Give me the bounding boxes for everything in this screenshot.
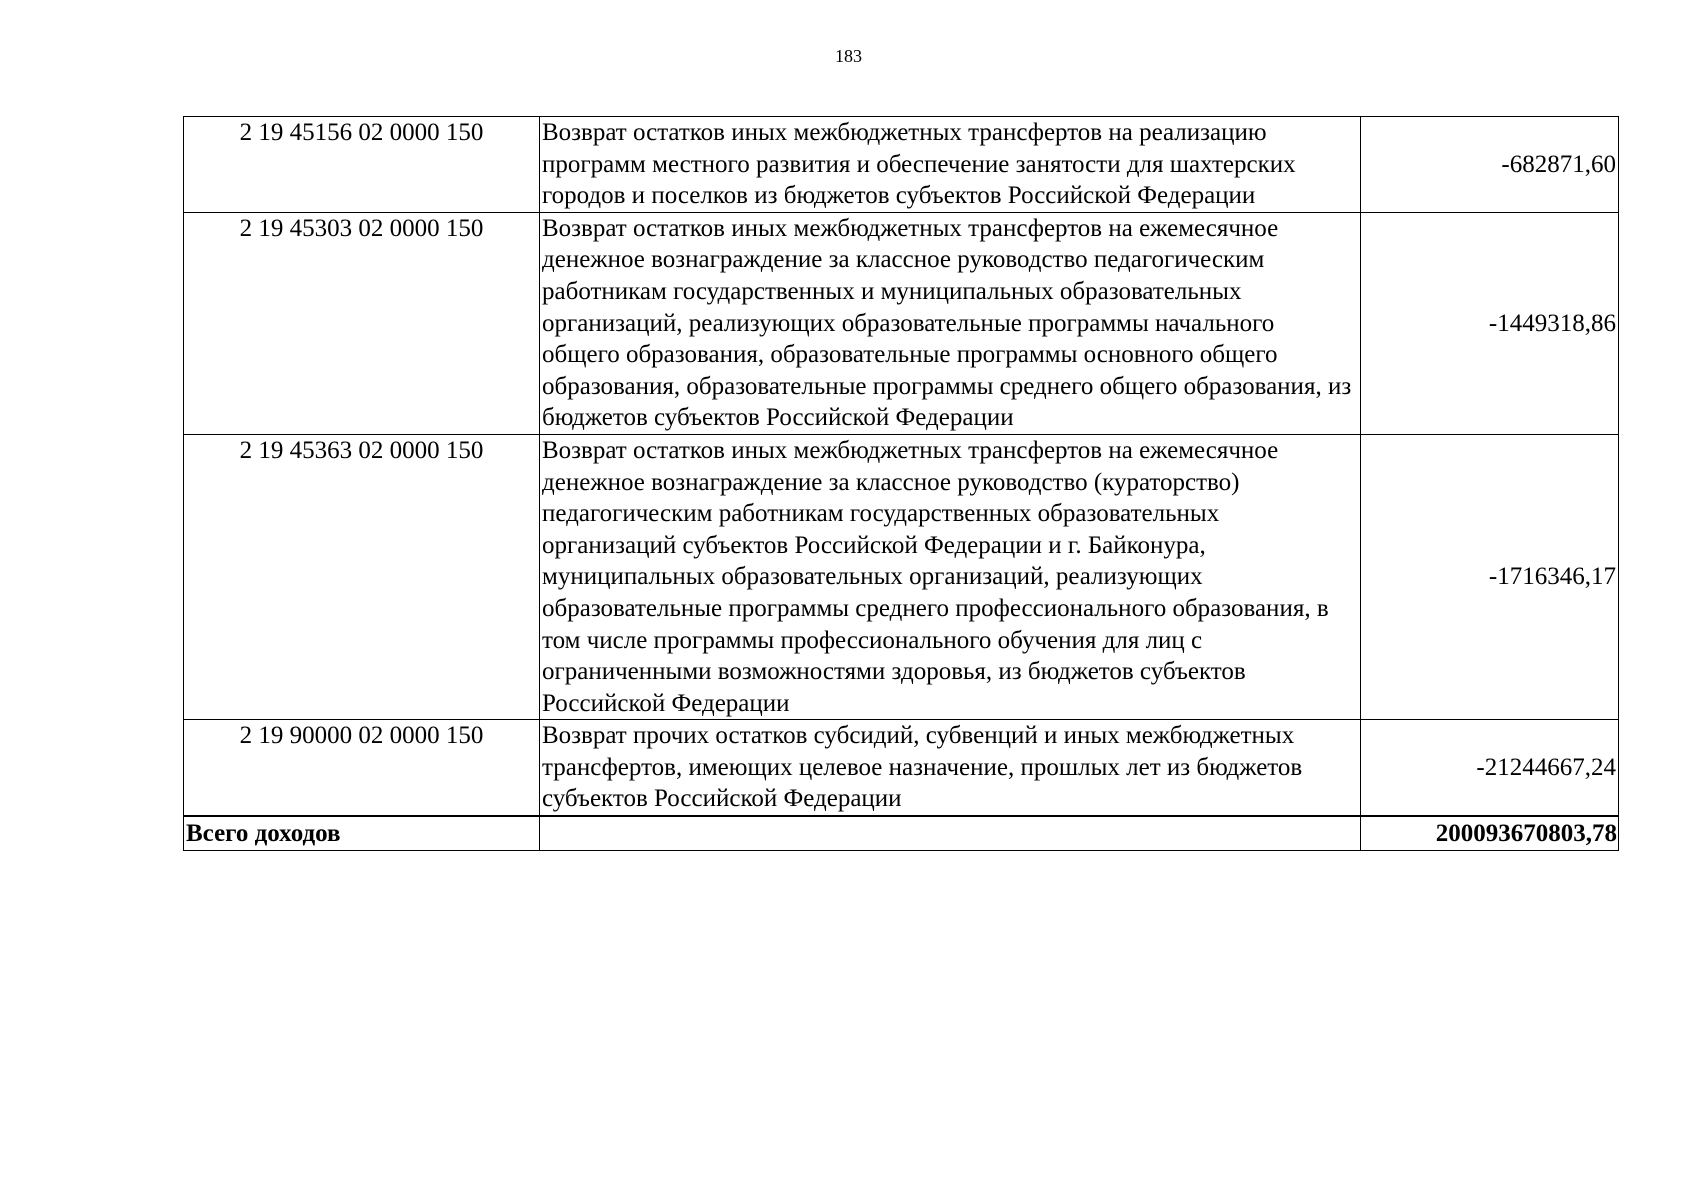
amount-cell: -1716346,17: [1361, 434, 1619, 719]
budget-code-cell: 2 19 45363 02 0000 150: [184, 434, 540, 719]
revenue-name-cell: Возврат прочих остатков субсидий, субвенций и иных межбюджетных трансфертов, имеющих целевое назначение, прошлых лет из бюджетов субъектов Российской Федерации: [540, 720, 1361, 816]
budget-code-cell: 2 19 45156 02 0000 150: [184, 117, 540, 213]
amount-cell: -21244667,24: [1361, 720, 1619, 816]
amount-cell: -1449318,86: [1361, 212, 1619, 434]
budget-code-cell: 2 19 90000 02 0000 150: [184, 720, 540, 816]
revenue-name-cell: Возврат остатков иных межбюджетных трансфертов на ежемесячное денежное вознаграждение за классное руководство педагогическим работникам государственных и муниципальных образовательных организаций, реализующих образовательные программы начального общего образования, образовательные программы основного общего образования, образовательные программы среднего общего образования, из бюджетов субъектов Российской Федерации: [540, 212, 1361, 434]
revenue-name-cell: Возврат остатков иных межбюджетных трансфертов на ежемесячное денежное вознаграждение за классное руководство (кураторство) педагогическим работникам государственных образовательных организаций субъектов Российской Федерации и г. Байконура, муниципальных образовательных организаций, реализующих образовательные программы среднего профессионального образования, в том числе программы профессионального обучения для лиц с ограниченными возможностями здоровья, из бюджетов субъектов Российской Федерации: [540, 434, 1361, 719]
empty-cell: [540, 816, 1361, 851]
total-row: [184, 816, 1619, 851]
table-row: [184, 212, 1619, 434]
table-row: [184, 720, 1619, 816]
revenue-name-cell: Возврат остатков иных межбюджетных трансфертов на реализацию программ местного развития и обеспечение занятости для шахтерских городов и поселков из бюджетов субъектов Российской Федерации: [540, 117, 1361, 213]
table-row: [184, 434, 1619, 719]
total-label: Всего доходов: [184, 816, 540, 851]
page-number: 183: [835, 46, 862, 66]
amount-cell: -682871,60: [1361, 117, 1619, 213]
budget-revenue-table: [183, 116, 1619, 851]
total-amount: 200093670803,78: [1361, 816, 1619, 851]
budget-code-cell: 2 19 45303 02 0000 150: [184, 212, 540, 434]
table-row: [184, 117, 1619, 213]
